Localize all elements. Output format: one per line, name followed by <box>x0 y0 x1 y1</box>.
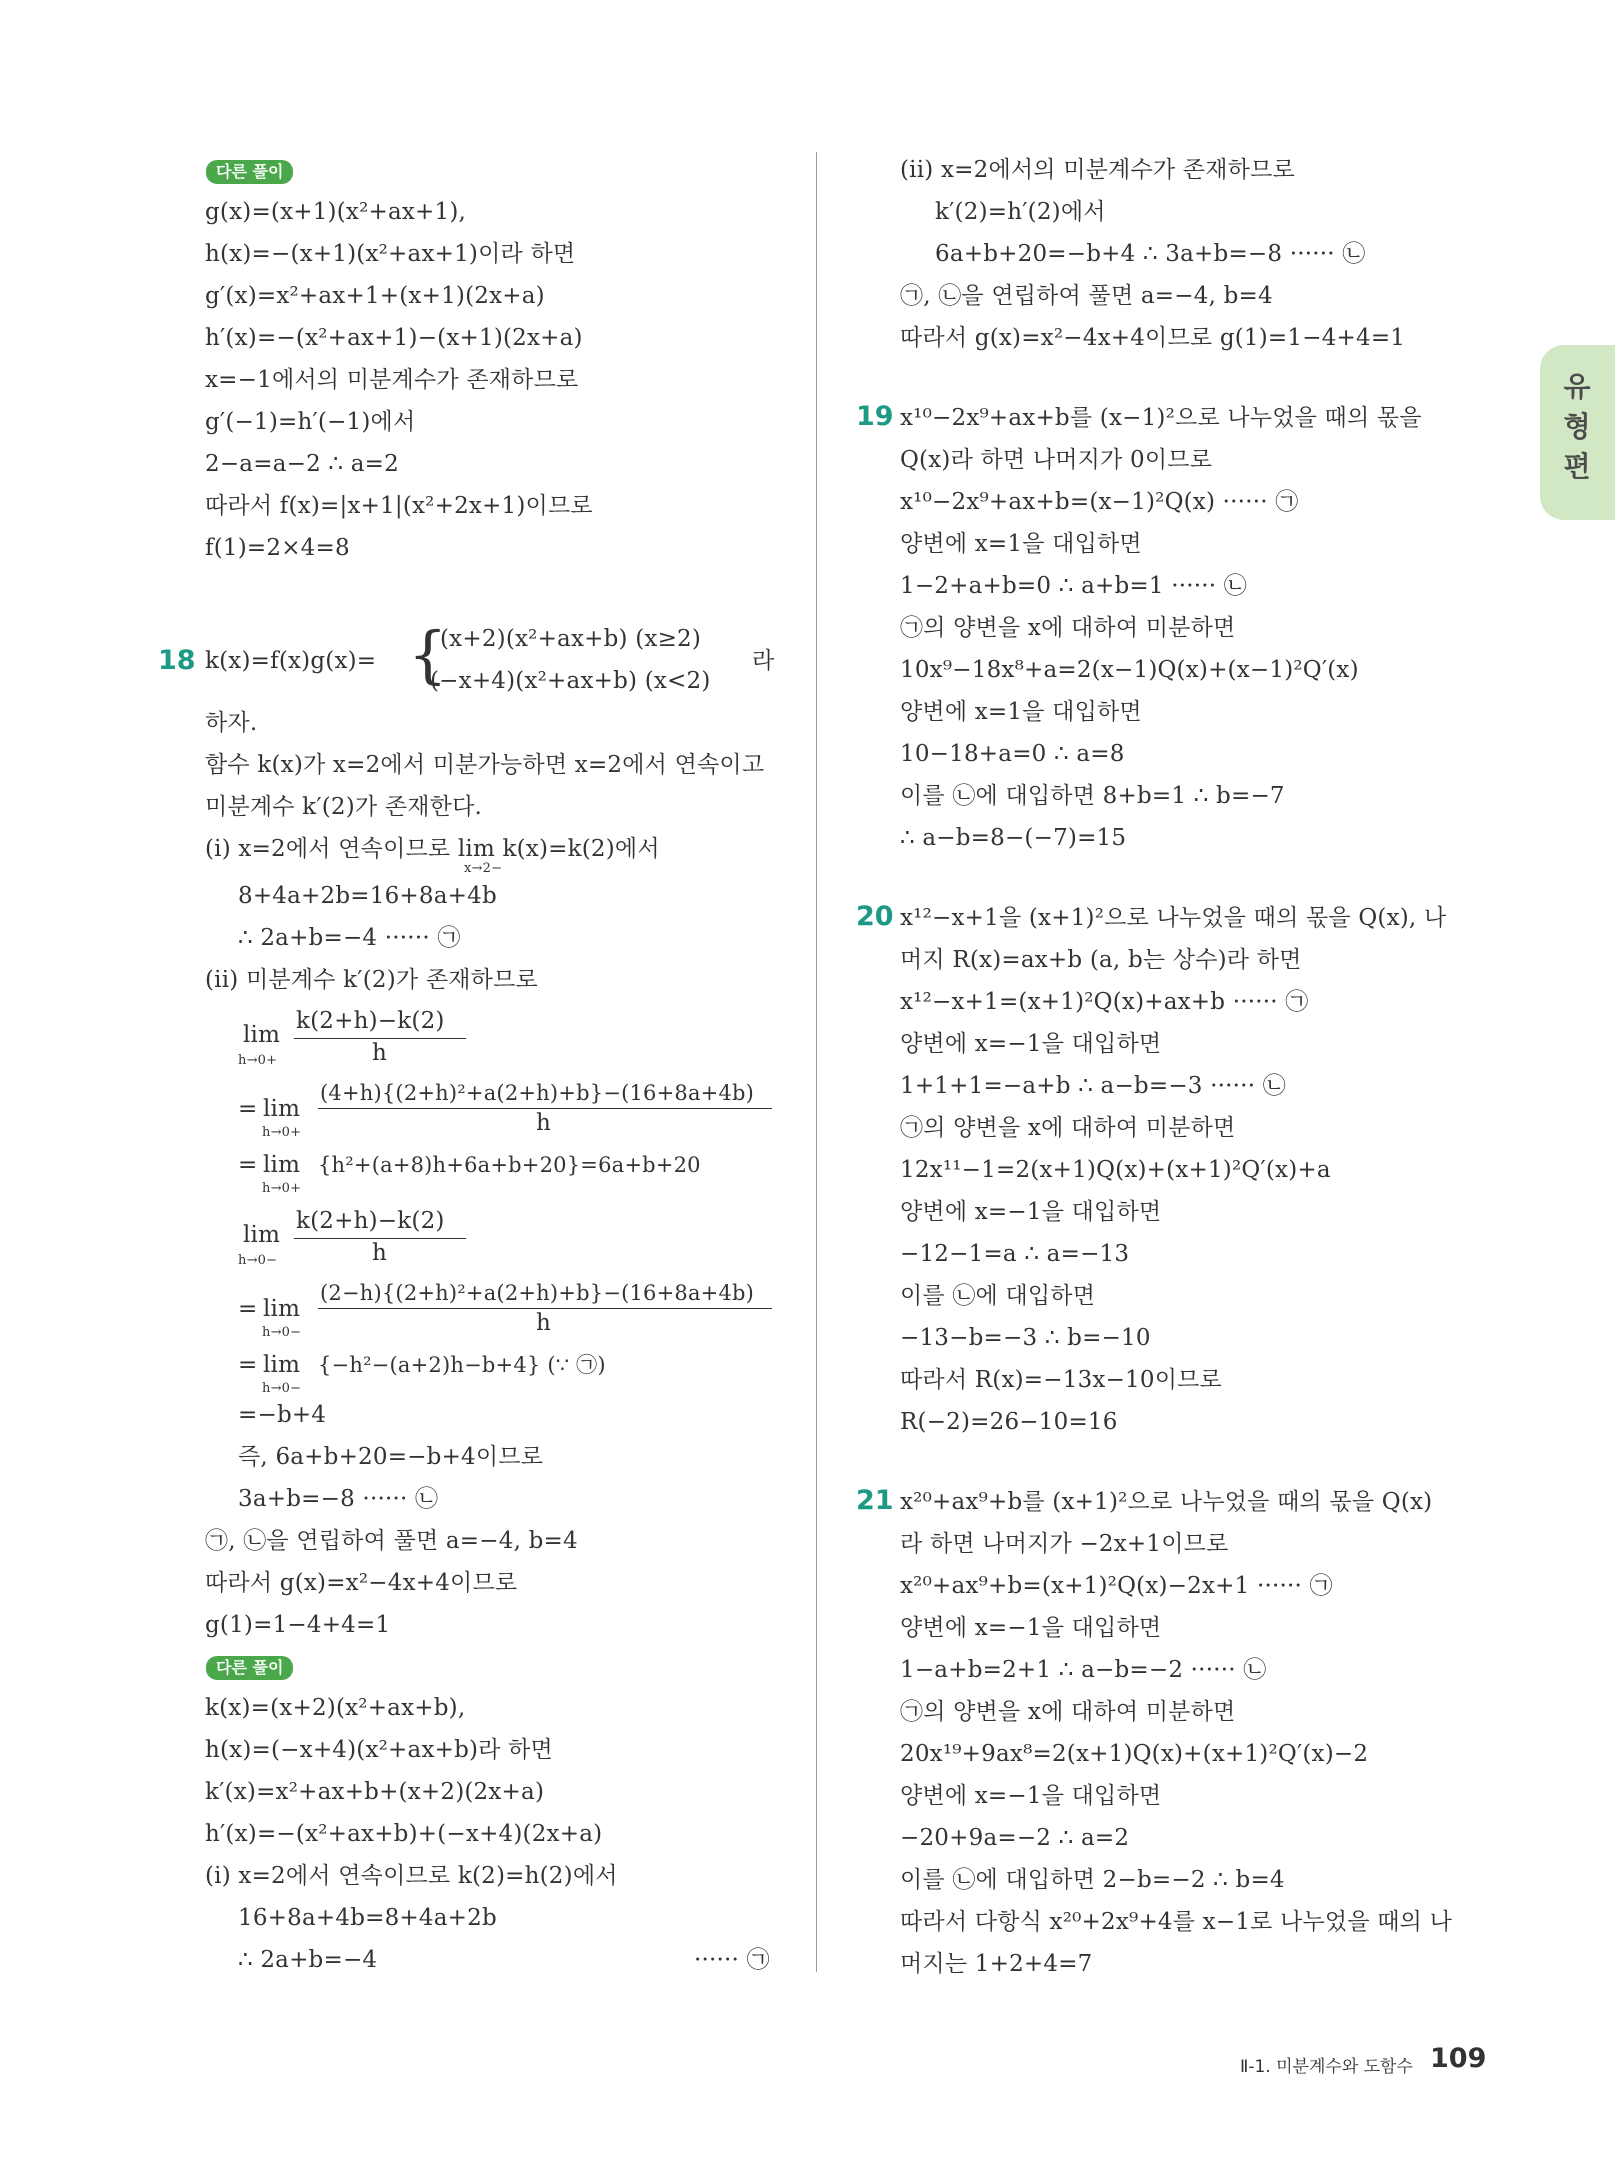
p19-line: 1−2+a+b=0 ∴ a+b=1 ······ ㉡ <box>900 573 1247 599</box>
section-side-tab <box>1540 345 1615 520</box>
p18-case-1: (x+2)(x²+ax+b) (x≥2) <box>440 626 702 652</box>
limit-subscript: h→0− <box>262 1381 302 1396</box>
p18-cont-eq1: 8+4a+2b=16+8a+4b <box>238 883 497 909</box>
alt2-line: (i) x=2에서 연속이므로 k(2)=h(2)에서 <box>205 1863 618 1889</box>
p19-line: x¹⁰−2x⁹+ax+b=(x−1)²Q(x) ······ ㉠ <box>900 489 1299 515</box>
alt-solution-badge: 다른 풀이 <box>206 160 293 184</box>
alt2-line: k(x)=(x+2)(x²+ax+b), <box>205 1695 466 1721</box>
limit-label: lim <box>263 1296 301 1322</box>
p20-line: x¹²−x+1=(x+1)²Q(x)+ax+b ······ ㉠ <box>900 989 1309 1015</box>
p20-line: ㉠의 양변을 x에 대하여 미분하면 <box>900 1115 1236 1141</box>
p18-line: ㉠, ㉡을 연립하여 풀면 a=−4, b=4 <box>205 1528 578 1554</box>
fraction-denominator: h <box>536 1310 552 1336</box>
p19-line: 양변에 x=1을 대입하면 <box>900 531 1142 557</box>
limit-result: {h²+(a+8)h+6a+b+20}=6a+b+20 <box>318 1153 701 1177</box>
p20-line: 12x¹¹−1=2(x+1)Q(x)+(x+1)²Q′(x)+a <box>900 1157 1331 1183</box>
alt1-line: 따라서 f(x)=|x+1|(x²+2x+1)이므로 <box>205 493 593 519</box>
p20-line: 1+1+1=−a+b ∴ a−b=−3 ······ ㉡ <box>900 1073 1286 1099</box>
right-top-line: ㉠, ㉡을 연립하여 풀면 a=−4, b=4 <box>900 283 1273 309</box>
p20-line: 따라서 R(x)=−13x−10이므로 <box>900 1367 1222 1393</box>
limit-label: lim <box>263 1352 301 1378</box>
p21-line: 따라서 다항식 x²⁰+2x⁹+4를 x−1로 나누었을 때의 나 <box>900 1909 1453 1935</box>
problem-number-20: 20 <box>856 901 894 932</box>
p20-line: −13−b=−3 ∴ b=−10 <box>900 1325 1151 1351</box>
fraction-numerator: k(2+h)−k(2) <box>296 1008 445 1034</box>
alt2-eq2: ∴ 2a+b=−4 <box>238 1947 378 1973</box>
footer-section-title: Ⅱ-1. 미분계수와 도함수 <box>1240 2057 1413 2077</box>
problem-number-19: 19 <box>856 401 894 432</box>
p18-diff-heading: (ii) 미분계수 k′(2)가 존재하므로 <box>205 967 538 993</box>
alt2-line: h′(x)=−(x²+ax+b)+(−x+4)(2x+a) <box>205 1821 603 1847</box>
p19-line: Q(x)라 하면 나머지가 0이므로 <box>900 447 1213 473</box>
p21-line: 머지는 1+2+4=7 <box>900 1951 1093 1977</box>
equals-sign: = <box>238 1296 258 1322</box>
right-top-line: 6a+b+20=−b+4 ∴ 3a+b=−8 ······ ㉡ <box>935 241 1366 267</box>
p21-line: 라 하면 나머지가 −2x+1이므로 <box>900 1531 1229 1557</box>
p19-line: ㉠의 양변을 x에 대하여 미분하면 <box>900 615 1236 641</box>
p18-line: 즉, 6a+b+20=−b+4이므로 <box>238 1444 544 1470</box>
fraction-denominator: h <box>372 1240 388 1266</box>
alt1-line: x=−1에서의 미분계수가 존재하므로 <box>205 367 579 393</box>
p20-line: 머지 R(x)=ax+b (a, b는 상수)라 하면 <box>900 947 1302 973</box>
side-tab-label: 유형편 <box>1563 370 1591 483</box>
p20-line: R(−2)=26−10=16 <box>900 1409 1118 1435</box>
p19-line: x¹⁰−2x⁹+ax+b를 (x−1)²으로 나누었을 때의 몫을 <box>900 405 1422 431</box>
piecewise-brace: { <box>408 618 448 691</box>
p21-line: 양변에 x=−1을 대입하면 <box>900 1615 1162 1641</box>
fraction-numerator: (4+h){(2+h)²+a(2+h)+b}−(16+8a+4b) <box>320 1081 755 1105</box>
limit-result: {−h²−(a+2)h−b+4} (∵ ㉠) <box>318 1353 606 1377</box>
equals-sign: = <box>238 1352 258 1378</box>
p18-line: 따라서 g(x)=x²−4x+4이므로 <box>205 1570 518 1596</box>
alt1-line: h(x)=−(x+1)(x²+ax+1)이라 하면 <box>205 241 576 267</box>
fraction-denominator: h <box>536 1110 552 1136</box>
p21-line: x²⁰+ax⁹+b를 (x+1)²으로 나누었을 때의 몫을 Q(x) <box>900 1489 1433 1515</box>
p21-line: 양변에 x=−1을 대입하면 <box>900 1783 1162 1809</box>
p21-line: 20x¹⁹+9ax⁸=2(x+1)Q(x)+(x+1)²Q′(x)−2 <box>900 1741 1369 1767</box>
fraction-denominator: h <box>372 1040 388 1066</box>
limit-label: lim <box>263 1096 301 1122</box>
p18-line: 함수 k(x)가 x=2에서 미분가능하면 x=2에서 연속이고 <box>205 752 765 778</box>
alt2-eq1: 16+8a+4b=8+4a+2b <box>238 1905 497 1931</box>
alt1-line: g′(−1)=h′(−1)에서 <box>205 409 416 435</box>
alt1-line: h′(x)=−(x²+ax+1)−(x+1)(2x+a) <box>205 325 583 351</box>
p21-line: −20+9a=−2 ∴ a=2 <box>900 1825 1130 1851</box>
limit-subscript: h→0+ <box>262 1125 302 1140</box>
p18-line: =−b+4 <box>238 1402 327 1428</box>
fraction-numerator: k(2+h)−k(2) <box>296 1208 445 1234</box>
p21-line: x²⁰+ax⁹+b=(x+1)²Q(x)−2x+1 ······ ㉠ <box>900 1573 1333 1599</box>
column-divider <box>816 152 817 1972</box>
p21-line: 이를 ㉡에 대입하면 2−b=−2 ∴ b=4 <box>900 1867 1285 1893</box>
p20-line: x¹²−x+1을 (x+1)²으로 나누었을 때의 몫을 Q(x), 나 <box>900 905 1447 931</box>
p21-line: ㉠의 양변을 x에 대하여 미분하면 <box>900 1699 1236 1725</box>
problem-number-21: 21 <box>856 1485 894 1516</box>
p18-line: 미분계수 k′(2)가 존재한다. <box>205 794 483 820</box>
p18-case-2: (−x+4)(x²+ax+b) (x<2) <box>430 668 711 694</box>
p19-line: 양변에 x=1을 대입하면 <box>900 699 1142 725</box>
problem-number-18: 18 <box>158 645 196 676</box>
limit-subscript: h→0+ <box>238 1053 278 1068</box>
alt1-line: g′(x)=x²+ax+1+(x+1)(2x+a) <box>205 283 545 309</box>
equals-sign: = <box>238 1152 258 1178</box>
limit-subscript: x→2− <box>464 861 503 876</box>
fraction-numerator: (2−h){(2+h)²+a(2+h)+b}−(16+8a+4b) <box>320 1281 755 1305</box>
p20-line: −12−1=a ∴ a=−13 <box>900 1241 1130 1267</box>
p19-line: ∴ a−b=8−(−7)=15 <box>900 825 1127 851</box>
p20-line: 양변에 x=−1을 대입하면 <box>900 1199 1162 1225</box>
p18-cont-eq2: ∴ 2a+b=−4 ······ ㉠ <box>238 925 461 951</box>
page-number: 109 <box>1430 2043 1487 2074</box>
p18-line: 3a+b=−8 ······ ㉡ <box>238 1486 439 1512</box>
limit-label: lim <box>243 1222 281 1248</box>
right-top-line: 따라서 g(x)=x²−4x+4이므로 g(1)=1−4+4=1 <box>900 325 1406 351</box>
p18-line: 하자. <box>205 710 258 736</box>
p18-definition: k(x)=f(x)g(x)= <box>205 648 377 674</box>
alt2-tag: ······ ㉠ <box>694 1947 770 1973</box>
p19-line: 이를 ㉡에 대입하면 8+b=1 ∴ b=−7 <box>900 783 1285 809</box>
limit-subscript: h→0− <box>262 1325 302 1340</box>
limit-subscript: h→0+ <box>262 1181 302 1196</box>
limit-label: lim <box>243 1022 281 1048</box>
p19-line: 10−18+a=0 ∴ a=8 <box>900 741 1125 767</box>
p18-line: g(1)=1−4+4=1 <box>205 1612 391 1638</box>
right-top-line: k′(2)=h′(2)에서 <box>935 199 1106 225</box>
alt1-line: 2−a=a−2 ∴ a=2 <box>205 451 399 477</box>
equals-sign: = <box>238 1096 258 1122</box>
p21-line: 1−a+b=2+1 ∴ a−b=−2 ······ ㉡ <box>900 1657 1267 1683</box>
limit-subscript: h→0− <box>238 1253 278 1268</box>
alt-solution-badge: 다른 풀이 <box>206 1656 293 1680</box>
right-top-line: (ii) x=2에서의 미분계수가 존재하므로 <box>900 157 1295 183</box>
alt1-line: f(1)=2×4=8 <box>205 535 350 561</box>
p19-line: 10x⁹−18x⁸+a=2(x−1)Q(x)+(x−1)²Q′(x) <box>900 657 1359 683</box>
p18-definition-suffix: 라 <box>752 648 775 674</box>
alt2-line: h(x)=(−x+4)(x²+ax+b)라 하면 <box>205 1737 553 1763</box>
p18-line: (i) x=2에서 연속이므로 lim k(x)=k(2)에서 <box>205 836 660 862</box>
alt1-line: g(x)=(x+1)(x²+ax+1), <box>205 199 467 225</box>
p20-line: 이를 ㉡에 대입하면 <box>900 1283 1096 1309</box>
alt2-line: k′(x)=x²+ax+b+(x+2)(2x+a) <box>205 1779 545 1805</box>
limit-label: lim <box>263 1152 301 1178</box>
p20-line: 양변에 x=−1을 대입하면 <box>900 1031 1162 1057</box>
